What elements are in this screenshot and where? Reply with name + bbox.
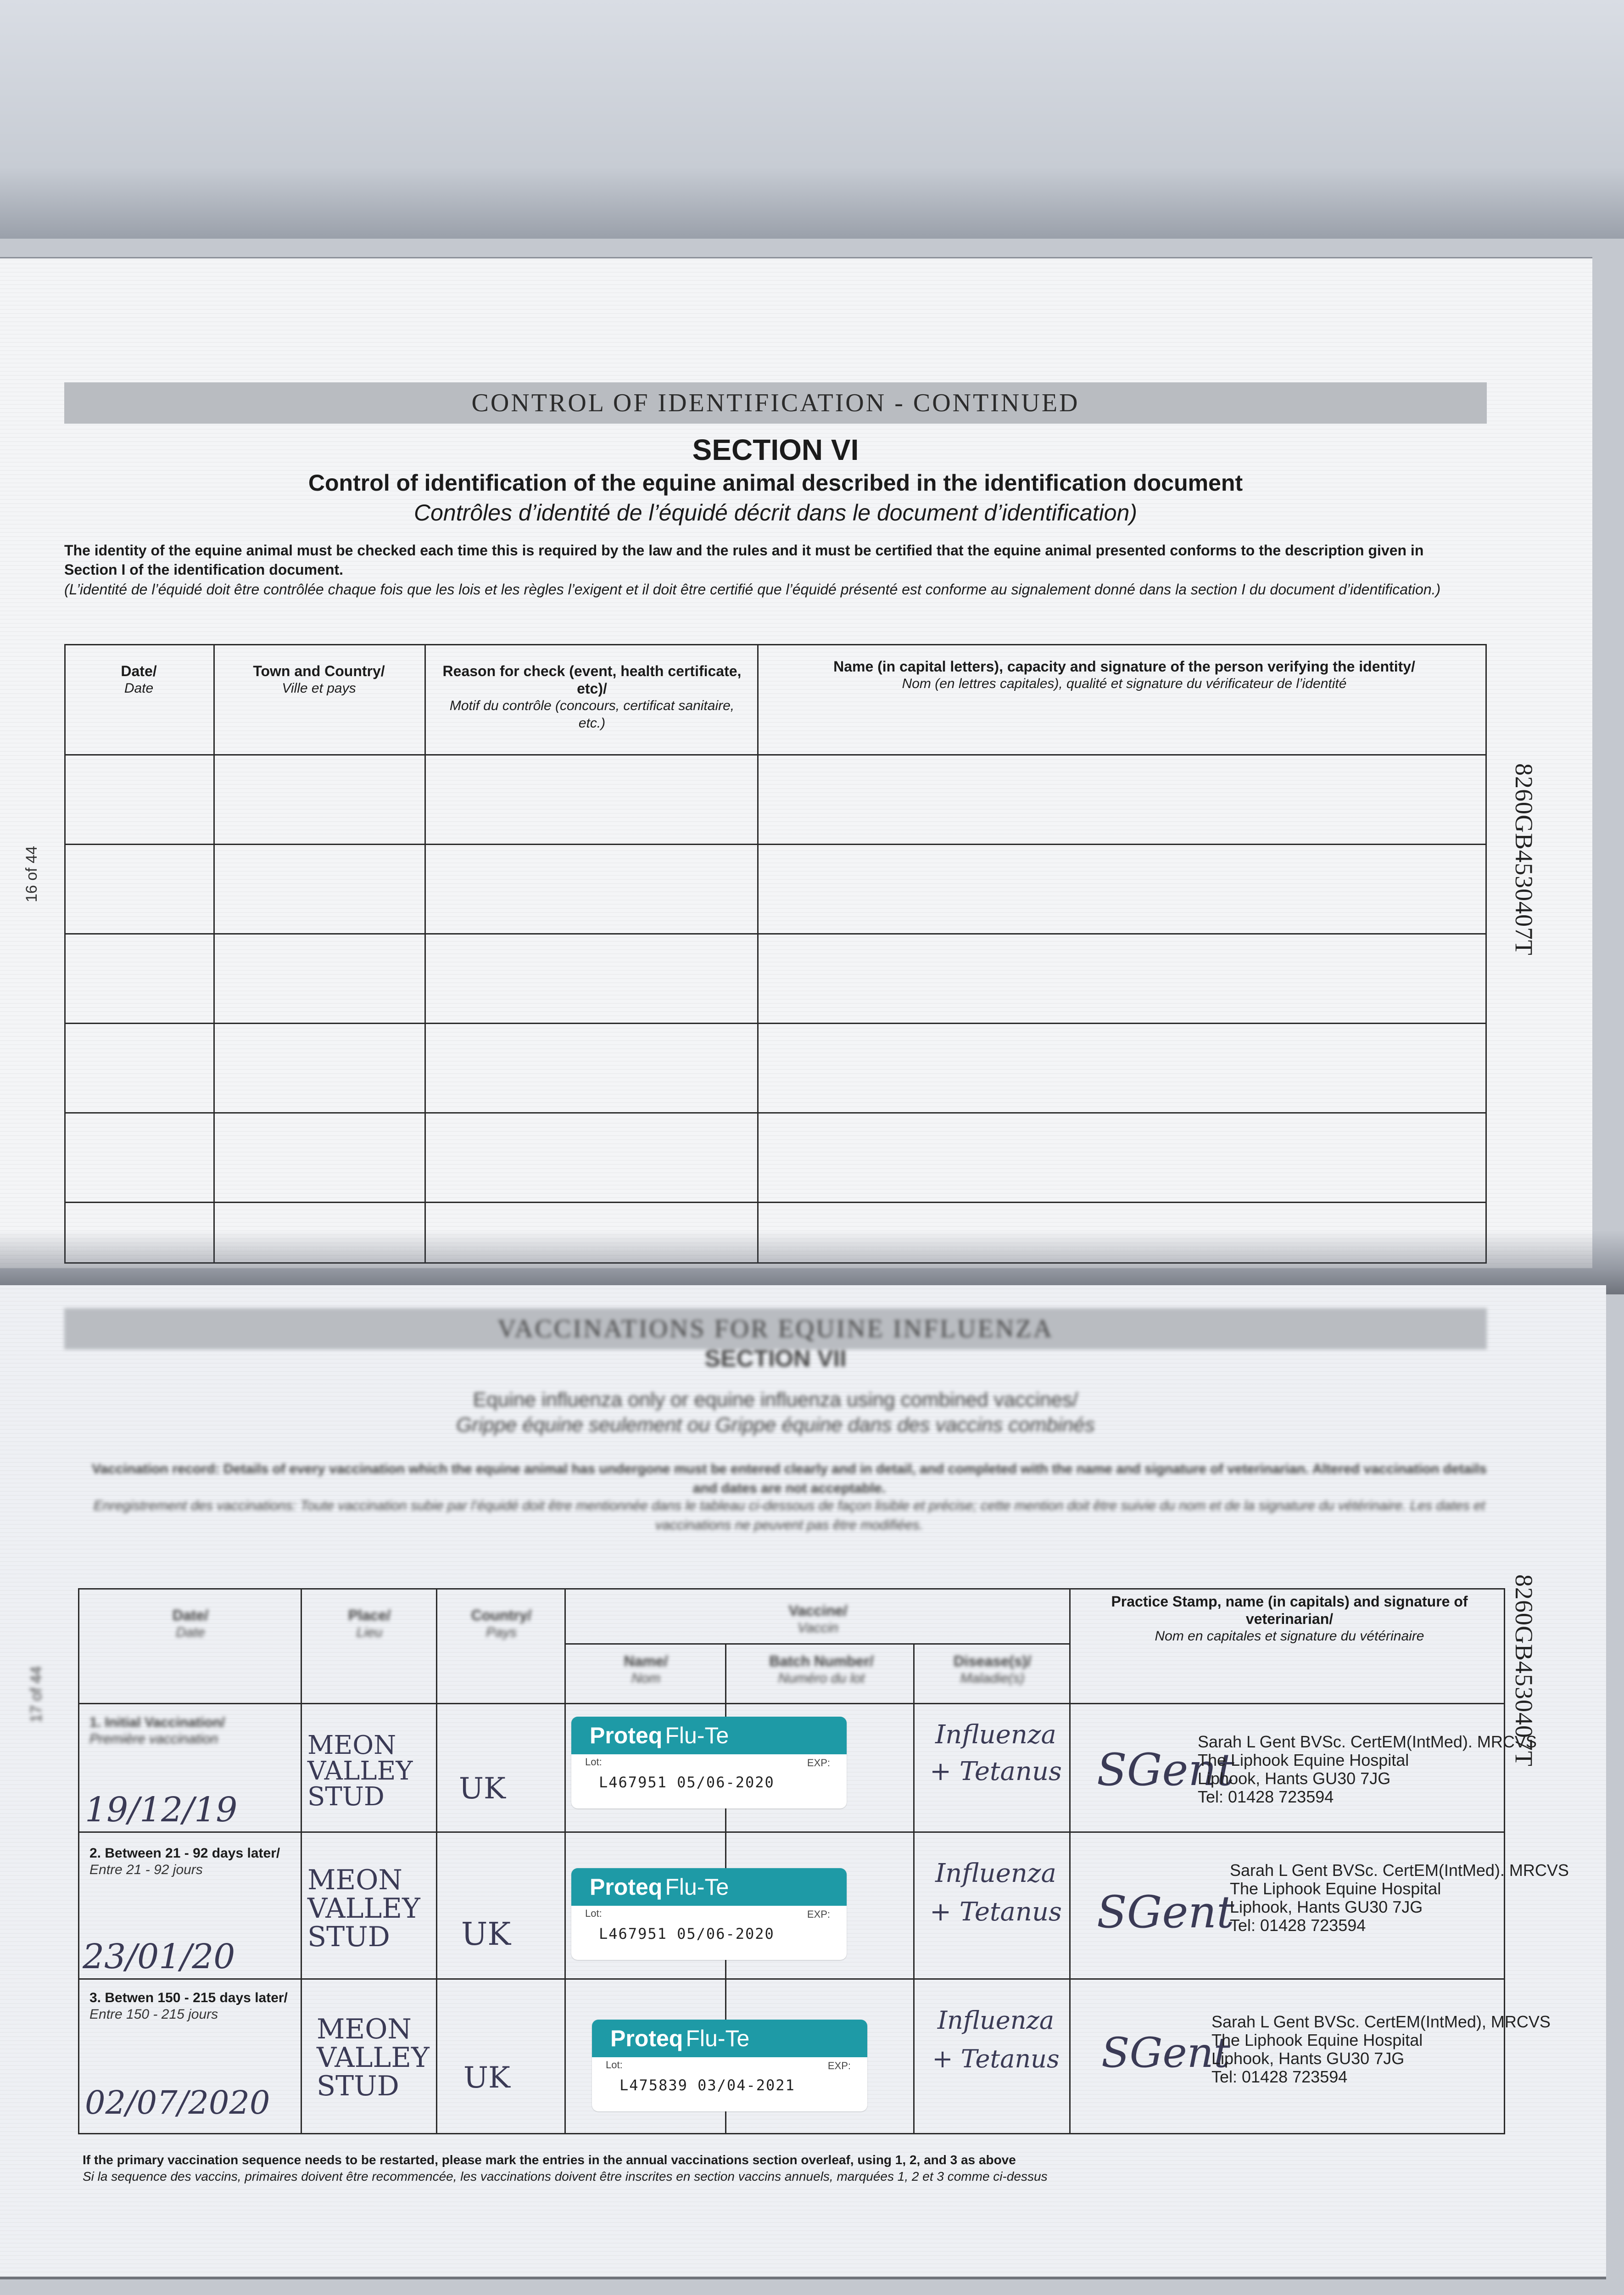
identity-check-table — [64, 644, 1487, 1264]
table-row-line — [564, 1643, 1069, 1645]
batch-number: L467951 05/06-2020 — [599, 1774, 775, 1791]
footnote-fr: Si la sequence des vaccins, primaires doivent être recommencée, les vaccinations doivent être inscrites en section vaccins annuels, marquées 1, 2 et 3 comme ci-dessus — [83, 2169, 1048, 2183]
vet-signature: SGent — [1097, 1744, 1234, 1796]
column-header-date: Date/ Date — [121, 663, 157, 696]
vaccination-country: UK — [463, 2061, 510, 2095]
section-band: CONTROL OF IDENTIFICATION - CONTINUED — [64, 382, 1487, 424]
page-number: 17 of 44 — [28, 1666, 45, 1723]
table-divider — [213, 644, 215, 1264]
vaccine-sticker: Proteq Flu-Te Lot: EXP: L467951 05/06-2020 — [571, 1717, 847, 1808]
subtitle-en: Control of identification of the equine animal described in the identification document — [308, 470, 1243, 496]
section-band: VACCINATIONS FOR EQUINE INFLUENZA — [64, 1308, 1487, 1349]
column-header-town: Town and Country/ Ville et pays — [253, 663, 385, 696]
vet-stamp: Sarah L Gent BVSc. CertEM(IntMed). MRCVS The Liphook Equine Hospital Liphook, Hants GU30 7JG Tel: 01428 723594 — [1230, 1861, 1569, 1935]
table-row-line — [64, 754, 1487, 756]
intro-en: The identity of the equine animal must be checked each time this is required by the law and the rules and it must be certified that the equine animal presented conforms to the description given in Section I of the identification document. — [64, 542, 1424, 578]
column-header-place: Place/ Lieu — [348, 1607, 391, 1640]
page-number: 16 of 44 — [23, 846, 40, 902]
vaccination-date: 23/01/20 — [83, 1937, 235, 1976]
column-header-reason: Reason for check (event, health certificate, etc)/ Motif du contrôle (concours, certificat sanitaire, etc.) — [442, 663, 742, 731]
column-header-disease: Disease(s)/ Maladie(s) — [954, 1653, 1031, 1686]
table-divider — [1069, 1588, 1071, 2134]
batch-number: L467951 05/06-2020 — [599, 1925, 775, 1942]
vaccine-sticker: Proteq Flu-Te Lot: EXP: L467951 05/06-2020 — [571, 1868, 847, 1960]
subtitle-en: Equine influenza only or equine influenza using combined vaccines/ — [473, 1388, 1078, 1411]
vet-signature: SGent — [1097, 1886, 1234, 1938]
table-row-line — [64, 1112, 1487, 1114]
lower-page — [0, 1285, 1606, 2279]
table-divider — [436, 1588, 437, 2134]
page-fold-shadow — [0, 1230, 1624, 1294]
column-header-vet: Practice Stamp, name (in capitals) and signature of veterinarian/ Nom en capitales et signature du vétérinaire — [1111, 1593, 1468, 1644]
intro-fr: Enregistrement des vaccinations: Toute vaccination subie par l’équidé doit être mentionnée dans le tableau ci-dessous de façon lisible et précise; cette mention doit être suivie du nom et de la signature du vétérinaire. Les dates et vaccinations ne peuvent pas être modifiées. — [93, 1498, 1485, 1533]
section-title: SECTION VII — [704, 1345, 847, 1372]
vaccine-sticker: Proteq Flu-Te Lot: EXP: L475839 03/04-2021 — [592, 2020, 867, 2111]
vaccination-country: UK — [461, 1916, 511, 1953]
vaccination-place: MEON VALLEY STUD — [317, 2013, 430, 2102]
table-row-line — [64, 933, 1487, 935]
disease: Influenza + Tetanus — [932, 2006, 1060, 2073]
footnote-en: If the primary vaccination sequence needs to be restarted, please mark the entries in the annual vaccinations section overleaf, using 1, 2, and 3 as above — [83, 2153, 1016, 2167]
passport-id: 8260GB4530407T — [1510, 763, 1538, 956]
table-divider — [757, 644, 759, 1264]
scanner-background — [0, 0, 1624, 239]
table-divider — [301, 1588, 302, 2134]
upper-page — [0, 257, 1592, 1268]
vaccination-country: UK — [459, 1772, 506, 1806]
subtitle-fr: Contrôles d’identité de l’équidé décrit dans le document d’identification) — [414, 500, 1137, 526]
table-row-line — [78, 1703, 1505, 1704]
row-label: 1. Initial Vaccination/ Première vaccination — [89, 1715, 225, 1746]
column-header-vaccine: Vaccine/ Vaccin — [788, 1602, 848, 1635]
table-divider — [564, 1588, 566, 2134]
vet-signature: SGent — [1101, 2029, 1230, 2077]
column-header-date: Date/ Date — [172, 1607, 209, 1640]
section-title: SECTION VI — [692, 433, 859, 466]
vet-stamp: Sarah L Gent BVSc. CertEM(IntMed), MRCVS The Liphook Equine Hospital Liphook, Hants GU30 7JG Tel: 01428 723594 — [1211, 2012, 1551, 2086]
table-row-line — [78, 1831, 1505, 1833]
vaccination-date: 02/07/2020 — [85, 2084, 270, 2121]
intro-en: Vaccination record: Details of every vaccination which the equine animal has undergone must be entered clearly and in detail, and completed with the name and signature of veterinarian. Altered vaccination details and dates are not acceptable. — [92, 1461, 1487, 1496]
table-row-line — [78, 1978, 1505, 1980]
disease: Influenza + Tetanus — [930, 1720, 1062, 1786]
disease: Influenza + Tetanus — [930, 1858, 1062, 1927]
table-row-line — [64, 844, 1487, 845]
column-header-country: Country/ Pays — [471, 1607, 532, 1640]
table-row-line — [64, 1023, 1487, 1024]
table-row-line — [64, 1202, 1487, 1203]
row-label: 3. Betwen 150 - 215 days later/ Entre 150 - 215 jours — [89, 1990, 288, 2022]
column-header-vaccine-name: Name/ Nom — [624, 1653, 668, 1686]
vet-stamp: Sarah L Gent BVSc. CertEM(IntMed). MRCVS The Liphook Equine Hospital Liphook, Hants GU30 7JG Tel: 01428 723594 — [1198, 1732, 1537, 1806]
column-header-name: Name (in capital letters), capacity and signature of the person verifying the identity/ Nom (en lettres capitales), qualité et signature du vérificateur de l’identité — [833, 658, 1415, 691]
column-header-batch: Batch Number/ Numéro du lot — [769, 1653, 874, 1686]
vaccination-place: MEON VALLEY STUD — [307, 1730, 413, 1812]
vaccination-place: MEON VALLEY STUD — [307, 1864, 420, 1953]
row-label: 2. Between 21 - 92 days later/ Entre 21 - 92 jours — [89, 1846, 280, 1877]
vaccination-date: 19/12/19 — [85, 1790, 238, 1830]
subtitle-fr: Grippe équine seulement ou Grippe équine dans des vaccins combinés — [456, 1414, 1095, 1436]
passport-id: 8260GB4530407T — [1510, 1574, 1538, 1767]
table-divider — [424, 644, 426, 1264]
batch-number: L475839 03/04-2021 — [619, 2077, 795, 2094]
intro-fr: (L’identité de l’équidé doit être contrôlée chaque fois que les lois et les règles l’exigent et il doit être certifié que l’équidé présenté est conforme au signalement donné dans la section I du document d’identification.) — [64, 581, 1441, 598]
table-divider — [913, 1643, 915, 2134]
